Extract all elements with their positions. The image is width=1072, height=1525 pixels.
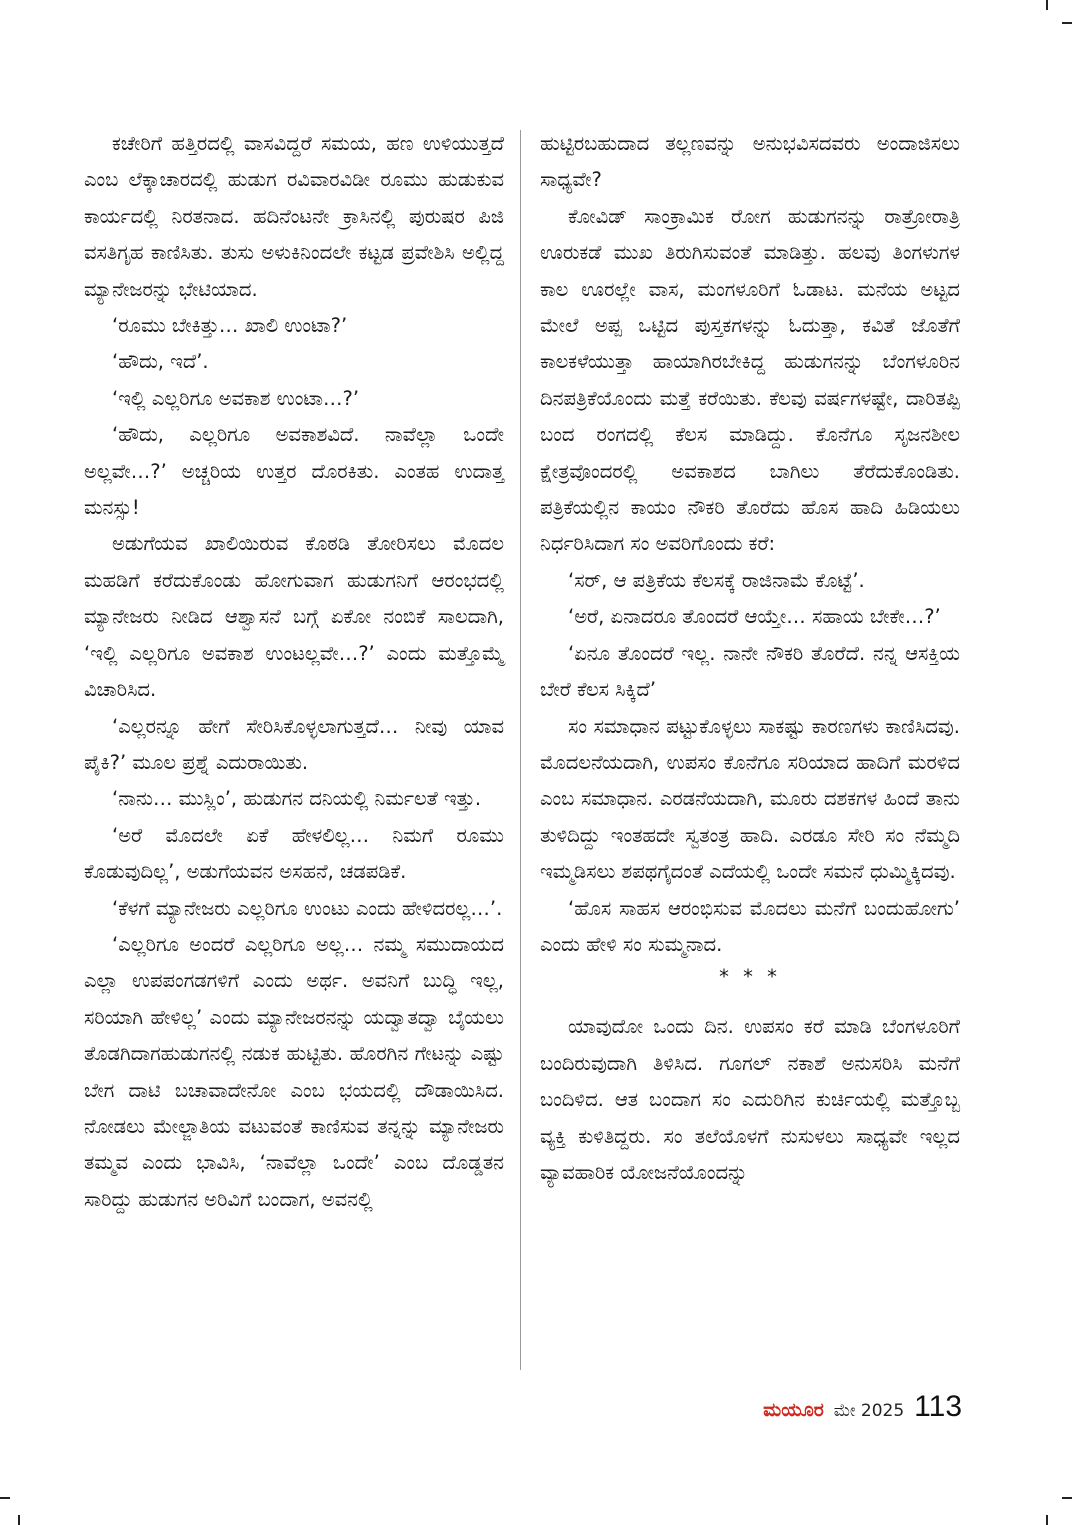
paragraph: ಅಡುಗೆಯವ ಖಾಲಿಯಿರುವ ಕೊಠಡಿ ತೋರಿಸಲು ಮೊದಲ ಮಹಡಿಗೆ ಕರೆದುಕೊಂಡು ಹೋಗುವಾಗ ಹುಡುಗನಿಗೆ ಆರಂಭದಲ್ಲಿ ಮ್ಯಾನೇಜರು ನೀಡಿದ ಆಶ್ವಾಸನೆ ಬಗ್ಗೆ ಏಕೋ ನಂಬಿಕೆ ಸಾಲದಾಗಿ, ‘ಇಲ್ಲಿ ಎಲ್ಲರಿಗೂ ಅವಕಾಶ ಉಂಟಲ್ಲವೇ…?’ ಎಂದು ಮತ್ತೊಮ್ಮೆ ವಿಚಾರಿಸಿದ.: [84, 532, 504, 702]
column-divider: [520, 130, 521, 1370]
paragraph: ಕಚೇರಿಗೆ ಹತ್ತಿರದಲ್ಲಿ ವಾಸವಿದ್ದರೆ ಸಮಯ, ಹಣ ಉಳಿಯುತ್ತದೆ ಎಂಬ ಲೆಕ್ಕಾಚಾರದಲ್ಲಿ ಹುಡುಗ ರವಿವಾರವಿಡೀ ರೂಮು ಹುಡುಕುವ ಕಾರ್ಯದಲ್ಲಿ ನಿರತನಾದ. ಹದಿನೆಂಟನೇ ಕ್ರಾಸಿನಲ್ಲಿ ಪುರುಷರ ಪಿಜಿ ವಸತಿಗೃಹ ಕಾಣಿಸಿತು. ತುಸು ಅಳುಕಿನಿಂದಲೇ ಕಟ್ಟಡ ಪ್ರವೇಶಿಸಿ ಅಲ್ಲಿದ್ದ ಮ್ಯಾನೇಜರನ್ನು ಭೇಟಿಯಾದ.: [84, 132, 504, 301]
paragraph: ‘ಹೌದು, ಎಲ್ಲರಿಗೂ ಅವಕಾಶವಿದೆ. ನಾವೆಲ್ಲಾ ಒಂದೇ ಅಲ್ಲವೇ…?’ ಅಚ್ಚರಿಯ ಉತ್ತರ ದೊರಕಿತು. ಎಂತಹ ಉದಾತ್ತ ಮನಸ್ಸು!: [84, 423, 504, 520]
paragraph: ‘ಸರ್, ಆ ಪತ್ರಿಕೆಯ ಕೆಲಸಕ್ಕೆ ರಾಜಿನಾಮೆ ಕೊಟ್ಟೆ’.: [568, 568, 865, 592]
crop-mark: [1062, 22, 1072, 24]
paragraph: ಕೋವಿಡ್ ಸಾಂಕ್ರಾಮಿಕ ರೋಗ ಹುಡುಗನನ್ನು ರಾತ್ರೋರಾತ್ರಿ ಊರುಕಡೆ ಮುಖ ತಿರುಗಿಸುವಂತೆ ಮಾಡಿತ್ತು. ಹಲವು ತಿಂಗಳುಗಳ ಕಾಲ ಊರಲ್ಲೇ ವಾಸ, ಮಂಗಳೂರಿಗೆ ಓಡಾಟ. ಮನೆಯ ಅಟ್ಟದ ಮೇಲೆ ಅಪ್ಪ ಒಟ್ಟಿದ ಪುಸ್ತಕಗಳನ್ನು ಓದುತ್ತಾ, ಕವಿತೆ ಜೊತೆಗೆ ಕಾಲಕಳೆಯುತ್ತಾ ಹಾಯಾಗಿರಬೇಕಿದ್ದ ಹುಡುಗನನ್ನು ಬೆಂಗಳೂರಿನ ದಿನಪತ್ರಿಕೆಯೊಂದು ಮತ್ತೆ ಕರೆಯಿತು. ಕೆಲವು ವರ್ಷಗಳಷ್ಟೇ, ದಾರಿತಪ್ಪಿ ಬಂದ ರಂಗದಲ್ಲಿ ಕೆಲಸ ಮಾಡಿದ್ದು. ಕೊನೆಗೂ ಸೃಜನಶೀಲ ಕ್ಷೇತ್ರವೊಂದರಲ್ಲಿ ಅವಕಾಶದ ಬಾಗಿಲು ತೆರೆದುಕೊಂಡಿತು. ಪತ್ರಿಕೆಯಲ್ಲಿನ ಕಾಯಂ ನೌಕರಿ ತೊರೆದು ಹೊಸ ಹಾದಿ ಹಿಡಿಯಲು ನಿರ್ಧರಿಸಿದಾಗ ಸಂ ಅವರಿಗೊಂದು ಕರೆ:: [540, 204, 960, 556]
paragraph: ಯಾವುದೋ ಒಂದು ದಿನ. ಉಪಸಂ ಕರೆ ಮಾಡಿ ಬೆಂಗಳೂರಿಗೆ ಬಂದಿರುವುದಾಗಿ ತಿಳಿಸಿದ. ಗೂಗಲ್ ನಕಾಶೆ ಅನುಸರಿಸಿ ಮನೆಗೆ ಬಂದಿಳಿದ. ಆತ ಬಂದಾಗ ಸಂ ಎದುರಿಗಿನ ಕುರ್ಚಿಯಲ್ಲಿ ಮತ್ತೊಬ್ಬ ವ್ಯಕ್ತಿ ಕುಳಿತಿದ್ದರು. ಸಂ ತಲೆಯೊಳಗೆ ನುಸುಳಲು ಸಾಧ್ಯವೇ ಇಲ್ಲದ ವ್ಯಾವಹಾರಿಕ ಯೋಜನೆಯೊಂದನ್ನು: [540, 1015, 960, 1184]
right-column: [540, 126, 960, 1191]
paragraph: ‘ಎಲ್ಲರಿಗೂ ಅಂದರೆ ಎಲ್ಲರಿಗೂ ಅಲ್ಲ… ನಮ್ಮ ಸಮುದಾಯದ ಎಲ್ಲಾ ಉಪಪಂಗಡಗಳಿಗೆ ಎಂದು ಅರ್ಥ. ಅವನಿಗೆ ಬುದ್ಧಿ ಇಲ್ಲ, ಸರಿಯಾಗಿ ಹೇಳಿಲ್ಲ’ ಎಂದು ಮ್ಯಾನೇಜರನನ್ನು ಯದ್ವಾತದ್ವಾ ಬೈಯಲು ತೊಡಗಿದಾಗಹುಡುಗನಲ್ಲಿ ನಡುಕ ಹುಟ್ಟಿತು. ಹೊರಗಿನ ಗೇಟನ್ನು ಎಷ್ಟು ಬೇಗ ದಾಟಿ ಬಚಾವಾದೇನೋ ಎಂಬ ಭಯದಲ್ಲಿ ದೌಡಾಯಿಸಿದ. ನೋಡಲು ಮೇಲ್ಜಾತಿಯ ವಟುವಂತೆ ಕಾಣಿಸುವ ತನ್ನನ್ನು ಮ್ಯಾನೇಜರು ತಮ್ಮವ ಎಂದು ಭಾವಿಸಿ, ‘ನಾವೆಲ್ಲಾ ಒಂದೇ’ ಎಂಬ ದೊಡ್ಡತನ ಸಾರಿದ್ದು ಹುಡುಗನ ಅರಿವಿಗೆ ಬಂದಾಗ, ಅವನಲ್ಲಿ: [84, 932, 504, 1211]
paragraph: ‘ಏನೂ ತೊಂದರೆ ಇಲ್ಲ. ನಾನೇ ನೌಕರಿ ತೊರೆದೆ. ನನ್ನ ಆಸಕ್ತಿಯ ಬೇರೆ ಕೆಲಸ ಸಿಕ್ಕಿದೆ’: [540, 641, 960, 702]
paragraph: ಸಂ ಸಮಾಧಾನ ಪಟ್ಟುಕೊಳ್ಳಲು ಸಾಕಷ್ಟು ಕಾರಣಗಳು ಕಾಣಿಸಿದವು. ಮೊದಲನೆಯದಾಗಿ, ಉಪಸಂ ಕೊನೆಗೂ ಸರಿಯಾದ ಹಾದಿಗೆ ಮರಳಿದ ಎಂಬ ಸಮಾಧಾನ. ಎರಡನೆಯದಾಗಿ, ಮೂರು ದಶಕಗಳ ಹಿಂದೆ ತಾನು ತುಳಿದಿದ್ದು ಇಂತಹದೇ ಸ್ವತಂತ್ರ ಹಾದಿ. ಎರಡೂ ಸೇರಿ ಸಂ ನೆಮ್ಮದಿ ಇಮ್ಮಡಿಸಲು ಶಪಥಗೈದಂತೆ ಎದೆಯಲ್ಲಿ ಒಂದೇ ಸಮನೆ ಧುಮ್ಮಿಕ್ಕಿದವು.: [540, 714, 960, 884]
paragraph: ‘ಹೌದು, ಇದೆ’.: [112, 350, 209, 374]
crop-mark: [1062, 1497, 1072, 1499]
page-number: 113: [914, 1390, 962, 1423]
section-separator: * * *: [719, 965, 781, 989]
issue-date: ಮೇ 2025: [833, 1401, 905, 1421]
paragraph: ‘ಎಲ್ಲರನ್ನೂ ಹೇಗೆ ಸೇರಿಸಿಕೊಳ್ಳಲಾಗುತ್ತದೆ… ನೀವು ಯಾವ ಪೈಕಿ?’ ಮೂಲ ಪ್ರಶ್ನೆ ಎದುರಾಯಿತು.: [84, 714, 504, 774]
paragraph: ‘ಅರೆ ಮೊದಲೇ ಏಕೆ ಹೇಳಲಿಲ್ಲ… ನಿಮಗೆ ರೂಮು ಕೊಡುವುದಿಲ್ಲ’, ಅಡುಗೆಯವನ ಅಸಹನೆ, ಚಡಪಡಿಕೆ.: [84, 823, 504, 884]
paragraph: ‘ರೂಮು ಬೇಕಿತ್ತು… ಖಾಲಿ ಉಂಟಾ?’: [112, 314, 348, 338]
paragraph: ‘ಕೆಳಗೆ ಮ್ಯಾನೇಜರು ಎಲ್ಲರಿಗೂ ಉಂಟು ಎಂದು ಹೇಳಿದರಲ್ಲ…’.: [112, 896, 503, 920]
crop-mark: [18, 1515, 20, 1525]
page-footer: [763, 1390, 962, 1430]
left-column: [84, 126, 504, 1218]
paragraph: ‘ಇಲ್ಲಿ ಎಲ್ಲರಿಗೂ ಅವಕಾಶ ಉಂಟಾ…?’: [112, 386, 360, 410]
paragraph: ‘ನಾನು… ಮುಸ್ಲಿಂ’, ಹುಡುಗನ ದನಿಯಲ್ಲಿ ನಿರ್ಮಲತೆ ಇತ್ತು.: [112, 787, 482, 811]
paragraph: ‘ಅರೆ, ಏನಾದರೂ ತೊಂದರೆ ಆಯ್ತೇ… ಸಹಾಯ ಬೇಕೇ…?’: [568, 605, 941, 629]
magazine-logo: ಮಯೂರ: [763, 1399, 824, 1421]
crop-mark: [0, 1497, 10, 1499]
crop-mark: [1046, 0, 1048, 10]
paragraph-continuation: ಹುಟ್ಟಿರಬಹುದಾದ ತಲ್ಲಣವನ್ನು ಅನುಭವಿಸದವರು ಅಂದಾಜಿಸಲು ಸಾಧ್ಯವೇ?: [540, 132, 960, 192]
crop-mark: [1046, 1515, 1048, 1525]
paragraph: ‘ಹೊಸ ಸಾಹಸ ಆರಂಭಿಸುವ ಮೊದಲು ಮನೆಗೆ ಬಂದುಹೋಗು’ ಎಂದು ಹೇಳಿ ಸಂ ಸುಮ್ಮನಾದ.: [540, 896, 960, 956]
